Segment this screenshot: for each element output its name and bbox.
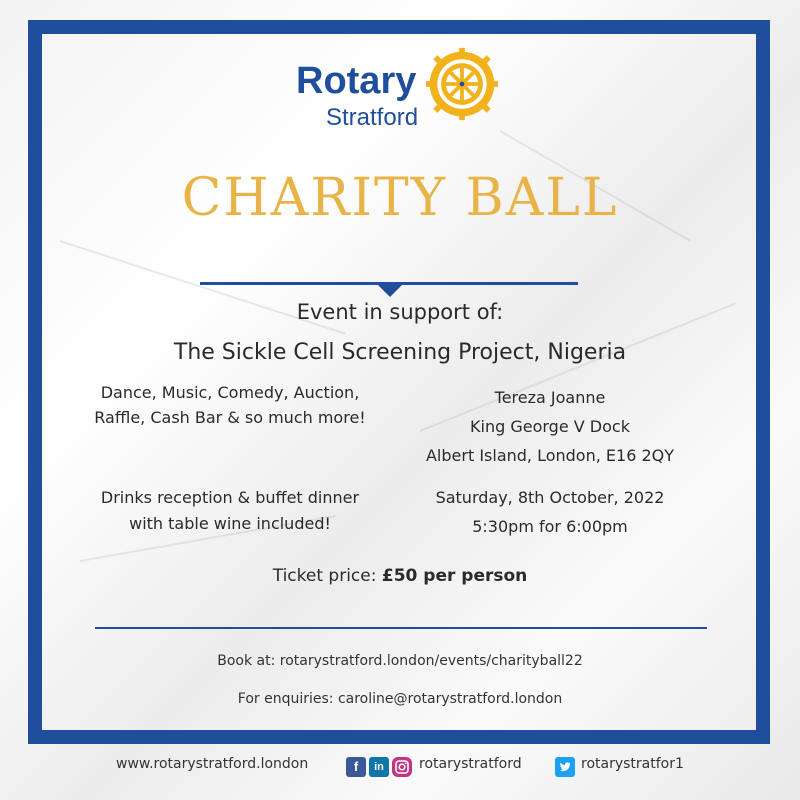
footer-social-handle[interactable]: rotarystratford [419,756,522,772]
enquiries-email[interactable]: caroline@rotarystratford.london [337,691,563,707]
ticket-amount: £50 per person [381,566,528,586]
linkedin-icon[interactable]: in [369,757,389,777]
event-time: 5:30pm for 6:00pm [472,517,628,536]
twitter-icon[interactable] [555,757,575,777]
dinner-line-1: Drinks reception & buffet dinner [100,488,360,507]
booking-line [0,653,800,669]
rotary-logo [296,60,506,140]
divider-notch [378,285,402,297]
ticket-price [0,566,800,586]
support-project: The Sickle Cell Screening Project, Nigeria [173,340,627,365]
rotary-wheel-icon [424,46,500,122]
venue-dock: King George V Dock [470,417,630,436]
logo-brand: Rotary [296,60,417,102]
enquiries-line [0,691,800,707]
event-date: Saturday, 8th October, 2022 [435,488,665,507]
facebook-icon[interactable]: f [346,757,366,777]
venue-address: Albert Island, London, E16 2QY [425,446,675,465]
footer-twitter-handle[interactable]: rotarystratfor1 [581,756,684,772]
dinner-line-2: with table wine included! [129,514,331,533]
footer-website[interactable]: www.rotarystratford.london [116,756,309,772]
ticket-label: Ticket price: [272,566,377,586]
booking-link[interactable]: rotarystratford.london/events/charityball22 [279,653,583,669]
bottom-rule [95,627,707,629]
booking-label: Book at: [217,653,276,669]
logo-club: Stratford [326,104,419,131]
support-intro: Event in support of: [296,300,504,324]
enquiries-label: For enquiries: [237,691,334,707]
event-title: CHARITY BALL [181,168,619,228]
activities-line-1: Dance, Music, Comedy, Auction, [100,383,360,402]
venue-name: Tereza Joanne [494,388,606,407]
instagram-icon[interactable] [392,757,412,777]
activities-line-2: Raffle, Cash Bar & so much more! [94,408,366,427]
